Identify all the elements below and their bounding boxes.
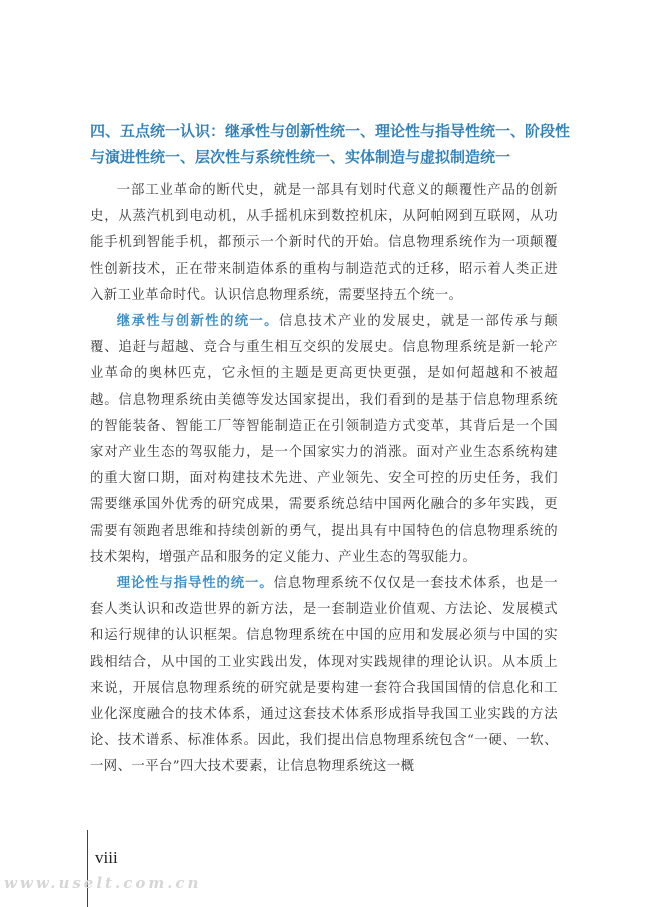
- section-heading: 四、五点统一认识：继承性与创新性统一、理论性与指导性统一、阶段性与演进性统一、层次性与系统性统一、实体制造与虚拟制造统一: [90, 122, 571, 166]
- paragraph-lead: 理论性与指导性的统一。: [116, 576, 274, 592]
- paragraph-theory-guidance: [90, 571, 558, 781]
- footer-rule: [87, 830, 88, 907]
- paragraph-text: 信息技术产业的发展史，就是一部传承与颠覆、追赶与超越、竞合与重生相互交织的发展史。信息物理系统是新一轮产业革命的奥林匹克，它永恒的主题是更高更快更强，是如何超越和不被超越。信息物理系统由美德等发达国家提出，我们看到的是基于信息物理系统的智能装备、智能工厂等智能制造正在引领制造方式变革，其背后是一个国家对产业生态的驾驭能力，是一个国家实力的消涨。面对产业生态系统构建的重大窗口期，面对构建技术先进、产业领先、安全可控的历史任务，我们需要继承国外优秀的研究成果，需要系统总结中国两化融合的多年实践，更需要有领跑者思维和持续创新的勇气，提出具有中国特色的信息物理系统的技术架构，增强产品和服务的定义能力、产业生态的驾驭能力。: [90, 314, 558, 565]
- paragraph-text: 信息物理系统不仅仅是一套技术体系，也是一套人类认识和改造世界的新方法，是一套制造业价值观、方法论、发展模式和运行规律的认识框架。信息物理系统在中国的应用和发展必须与中国的实践相结合，从中国的工业实践出发，体现对实践规律的理论认识。从本质上来说，开展信息物理系统的研究就是要构建一套符合我国国情的信息化和工业化深度融合的技术体系，通过这套技术体系形成指导我国工业实践的方法论、技术谱系、标准体系。因此，我们提出信息物理系统包含“一硬、一软、一网、一平台”四大技术要素，让信息物理系统这一概: [90, 576, 558, 775]
- watermark: www.uselt.com.cn: [4, 874, 202, 892]
- paragraph-text: 一部工业革命的断代史，就是一部具有划时代意义的颠覆性产品的创新史，从蒸汽机到电动机，从手摇机床到数控机床，从阿帕网到互联网，从功能手机到智能手机，都预示一个新时代的开始。信息物理系统作为一项颠覆性创新技术，正在带来制造体系的重构与制造范式的迁移，昭示着人类正进入新工业革命时代。认识信息物理系统，需要坚持五个统一。: [90, 183, 558, 303]
- paragraph-inheritance-innovation: [90, 309, 558, 571]
- body-text: [90, 178, 558, 781]
- page-number: viii: [95, 848, 118, 867]
- paragraph-intro: [90, 178, 558, 309]
- paragraph-lead: 继承性与创新性的统一。: [116, 314, 279, 330]
